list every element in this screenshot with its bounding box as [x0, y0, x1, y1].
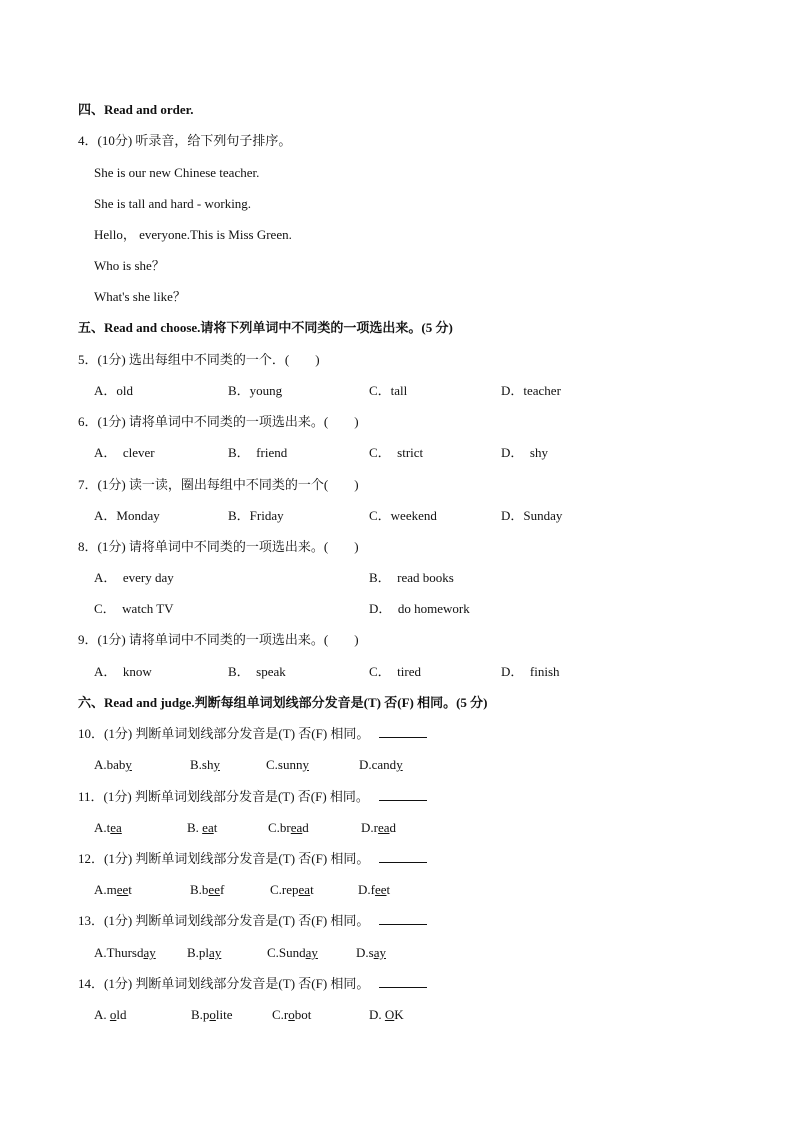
question-text: (1分) 判断单词划线部分发音是(T) 否(F) 相同。 [103, 789, 369, 804]
section-5-title: 五、Read and choose.请将下列单词中不同类的一项选出来。(5 分) [78, 320, 453, 335]
underlined-part: ay [373, 945, 386, 960]
judge-option-c: C.repeat [270, 882, 314, 897]
question-number: 14． [78, 976, 105, 991]
q7-option-c[interactable]: C．weekend [369, 508, 437, 523]
question-7-stem: 7．(1分) 读一读，圈出每组中不同类的一个( ) [78, 477, 359, 492]
underlined-part: ea [202, 820, 214, 835]
q7-option-b[interactable]: B．Friday [228, 508, 284, 523]
q8-option-c[interactable]: C． watch TV [94, 601, 174, 616]
q7-option-a[interactable]: A．Monday [94, 508, 160, 523]
judge-option-c: C.bread [268, 820, 309, 835]
judge-option-b: B.play [187, 945, 222, 960]
judge-option-d: D.feet [358, 882, 391, 897]
answer-blank[interactable] [379, 726, 427, 738]
question-4-stem: 4．(10分) 听录音，给下列句子排序。 [78, 133, 292, 148]
underlined-part: o [109, 1007, 117, 1022]
q9-option-b[interactable]: B． speak [228, 664, 286, 679]
underlined-part: ay [305, 945, 318, 960]
sentence-3: Hello， everyone.This is Miss Green. [94, 227, 292, 242]
underlined-part: O [384, 1007, 395, 1022]
q6-option-a[interactable]: A． clever [94, 445, 155, 460]
judge-option-d: D.say [356, 945, 386, 960]
question-8-stem: 8．(1分) 请将单词中不同类的一项选出来。( ) [78, 539, 359, 554]
q7-option-d[interactable]: D．Sunday [501, 508, 563, 523]
underlined-part: o [209, 1007, 216, 1022]
underlined-part: y [125, 757, 132, 772]
judge-question-stem [78, 789, 427, 805]
q5-option-a[interactable]: A．old [94, 383, 134, 398]
sentence-1: She is our new Chinese teacher. [94, 165, 260, 180]
q6-option-b[interactable]: B． friend [228, 445, 288, 460]
q6-option-c[interactable]: C． strict [369, 445, 424, 460]
judge-option-d: D.read [361, 820, 397, 835]
judge-option-b: B. eat [187, 820, 218, 835]
judge-option-b: B.beef [190, 882, 225, 897]
answer-blank[interactable] [379, 913, 427, 925]
underlined-part: ay [209, 945, 222, 960]
q5-option-c[interactable]: C．tall [369, 383, 408, 398]
underlined-part: ee [116, 882, 129, 897]
judge-option-a: A.meet [94, 882, 132, 897]
question-5-stem: 5．(1分) 选出每组中不同类的一个．( ) [78, 352, 320, 367]
underlined-part: y [213, 757, 220, 772]
q8-option-a[interactable]: A． every day [94, 570, 174, 585]
underlined-part: y [302, 757, 309, 772]
question-text: (1分) 判断单词划线部分发音是(T) 否(F) 相同。 [104, 913, 370, 928]
q6-option-d[interactable]: D． shy [501, 445, 548, 460]
q8-option-d[interactable]: D． do homework [369, 601, 470, 616]
answer-blank[interactable] [379, 851, 427, 863]
judge-option-c: C.Sunday [267, 945, 318, 960]
underlined-part: ea [377, 820, 390, 835]
judge-option-b: B.polite [191, 1007, 233, 1022]
judge-option-a: A. old [94, 1007, 127, 1022]
q9-option-d[interactable]: D． finish [501, 664, 560, 679]
question-text: (1分) 判断单词划线部分发音是(T) 否(F) 相同。 [104, 851, 370, 866]
judge-option-c: C.robot [272, 1007, 312, 1022]
q5-option-d[interactable]: D．teacher [501, 383, 561, 398]
underlined-part: ea [298, 882, 311, 897]
underlined-part: ee [208, 882, 220, 897]
underlined-part: ay [143, 945, 156, 960]
judge-option-b: B.shy [190, 757, 220, 772]
section-4-title: 四、Read and order. [78, 102, 194, 117]
q9-option-c[interactable]: C． tired [369, 664, 421, 679]
judge-option-c: C.sunny [266, 757, 309, 772]
judge-question-stem [78, 976, 427, 992]
underlined-part: ea [290, 820, 303, 835]
answer-blank[interactable] [379, 976, 427, 988]
question-number: 13． [78, 913, 105, 928]
judge-option-d: D. OK [369, 1007, 404, 1022]
question-6-stem: 6．(1分) 请将单词中不同类的一项选出来。( ) [78, 414, 359, 429]
q5-option-b[interactable]: B．young [228, 383, 283, 398]
underlined-part: o [288, 1007, 295, 1022]
question-number: 10． [78, 726, 105, 741]
judge-question-stem [78, 913, 427, 929]
sentence-2: She is tall and hard - working. [94, 196, 252, 211]
underlined-part: ee [374, 882, 387, 897]
answer-blank[interactable] [379, 789, 427, 801]
question-number: 11． [78, 789, 104, 804]
judge-option-a: A.Thursday [94, 945, 156, 960]
underlined-part: y [396, 757, 403, 772]
question-text: (1分) 判断单词划线部分发音是(T) 否(F) 相同。 [104, 976, 370, 991]
judge-option-d: D.candy [359, 757, 403, 772]
sentence-5: What's she like？ [94, 289, 186, 304]
q8-option-b[interactable]: B． read books [369, 570, 454, 585]
q9-option-a[interactable]: A． know [94, 664, 152, 679]
question-9-stem: 9．(1分) 请将单词中不同类的一项选出来。( ) [78, 632, 359, 647]
underlined-part: ea [110, 820, 122, 835]
judge-option-a: A.baby [94, 757, 132, 772]
section-6-title: 六、Read and judge.判断每组单词划线部分发音是(T) 否(F) 相同。(5 分) [78, 695, 488, 710]
judge-question-stem [78, 851, 427, 867]
question-text: (1分) 判断单词划线部分发音是(T) 否(F) 相同。 [104, 726, 370, 741]
judge-option-a: A.tea [94, 820, 122, 835]
sentence-4: Who is she？ [94, 258, 165, 273]
question-number: 12． [78, 851, 105, 866]
judge-question-stem [78, 726, 427, 742]
